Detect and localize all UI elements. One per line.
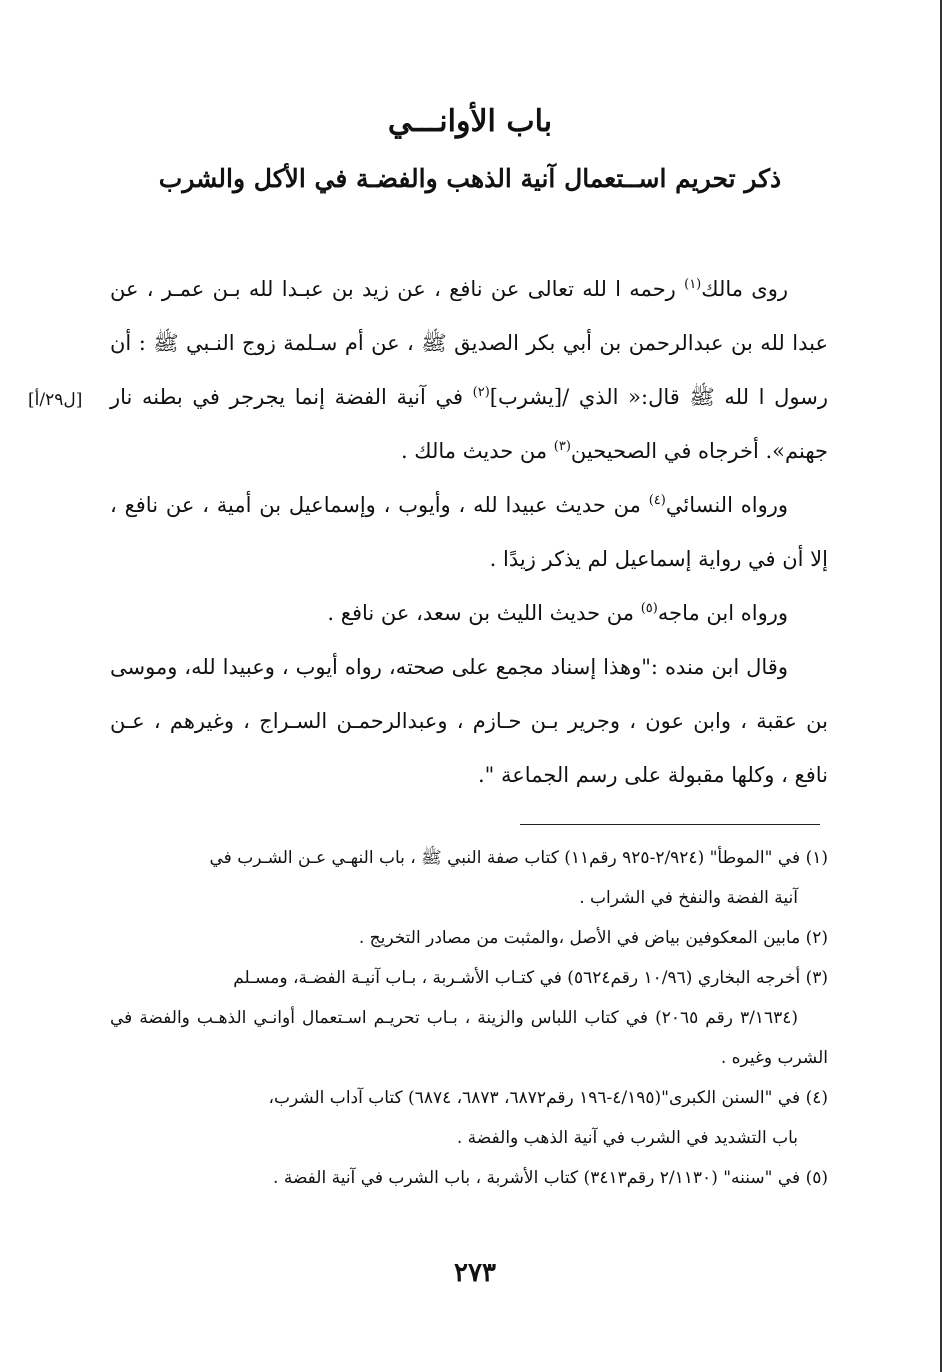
text-run: ورواه ابن ماجه (657, 601, 788, 625)
footnote-5 (110, 1158, 828, 1198)
footnotes (110, 838, 828, 1198)
footnote-ref-2: (٢) (472, 385, 490, 400)
paragraph-1 (110, 262, 828, 478)
footnote-line: (٢) مابين المعكوفين بياض في الأصل ،والمثبت من مصادر التخريج . (358, 928, 828, 948)
footnote-line: (٥) في "سننه" (٢/١١٣٠ رقم٣٤١٣) كتاب الأشربة ، باب الشرب في آنية الفضة . (273, 1168, 828, 1188)
footnote-continuation: باب التشديد في الشرب في آنية الذهب والفضة . (456, 1128, 798, 1148)
footnote-separator (520, 824, 820, 825)
section-subtitle: ذكر تحريم اســتعمال آنية الذهب والفضـة في الأكل والشرب (158, 164, 782, 193)
text-run: ورواه النسائي (665, 493, 788, 517)
text-run: من حديث عبيدا لله ، وأيوب ، وإسماعيل بن أمية ، عن نافع ، إلا أن في رواية إسماعيل لم يذكر زيدًا . (110, 493, 828, 571)
text-run: من حديث مالك . (400, 439, 554, 463)
footnote-line: (١) في "الموطأ" (٢/٩٢٤-٩٢٥ رقم١١) كتاب صفة النبي ﷺ ، باب النهـي عـن الشـرب في (209, 848, 828, 868)
paragraph-3 (110, 586, 828, 640)
scan-edge-line (940, 0, 942, 1372)
footnote-1 (110, 838, 828, 918)
manuscript-folio-marker: [ل٢٩/أ] (28, 390, 83, 410)
footnote-continuation: آنية الفضة والنفخ في الشراب . (579, 888, 798, 908)
footnote-continuation: (٣/١٦٣٤ رقم ٢٠٦٥) في كتاب اللباس والزينة ، بـاب تحريـم اسـتعمال أوانـي الذهـب والفضة في الشرب وغيره . (110, 1008, 828, 1068)
footnote-ref-5: (٥) (640, 601, 658, 616)
main-text (110, 262, 828, 802)
text-run: روى مالك (701, 277, 788, 301)
footnote-line: (٤) في "السنن الكبرى"(٤/١٩٥-١٩٦ رقم٦٨٧٢، ٦٨٧٣، ٦٨٧٤) كتاب آداب الشرب، (268, 1088, 828, 1108)
footnote-3 (110, 958, 828, 1078)
footnote-ref-1: (١) (684, 277, 702, 292)
footnote-4 (110, 1078, 828, 1158)
text-run: من حديث الليث بن سعد، عن نافع . (327, 601, 641, 625)
footnote-line: (٣) أخرجه البخاري (١٠/٩٦ رقم٥٦٢٤) في كتـاب الأشـربة ، بـاب آنيـة الفضـة، ومسـلم (233, 968, 828, 988)
text-run: في آنية الفضة إنما يجرجر في بطنه نار جهنم». أخرجاه في الصحيحين (110, 385, 828, 463)
page-number: ٢٧٣ (454, 1258, 496, 1288)
footnote-2 (110, 918, 828, 958)
text-run: رحمه ا لله تعالى عن نافع ، عن زيد بن عبـدا لله بـن عمـر ، عن عبدا لله بن عبدالرحمن بن أبي بكر الصديق ﷺ ، عن أم سـلمة زوج النـبي ﷺ : أن رسول ا لله ﷺ قال:« الذي /[يشرب] (110, 277, 828, 409)
footnote-ref-3: (٣) (553, 439, 571, 454)
paragraph-2 (110, 478, 828, 586)
chapter-title: باب الأوانـــي (387, 104, 553, 139)
paragraph-4: وقال ابن منده :"وهذا إسناد مجمع على صحته، رواه أيوب ، وعبيدا لله، وموسى بن عقبة ، وابن عون ، وجرير بـن حـازم ، وعبدالرحمـن السـراج ، وغيرهم ، عـن نافع ، وكلها مقبولة على رسم الجماعة ". (110, 655, 828, 787)
footnote-ref-4: (٤) (648, 493, 666, 508)
